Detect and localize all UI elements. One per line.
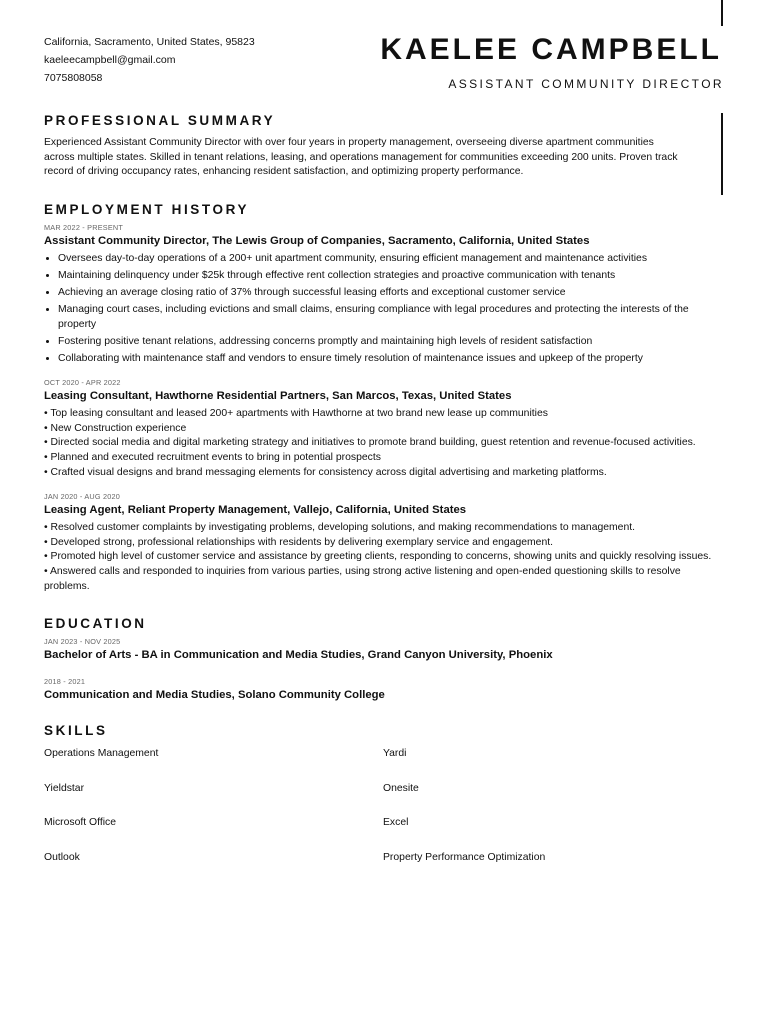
skill-item: Microsoft Office [44, 817, 116, 829]
skill-item: Outlook [44, 851, 80, 863]
job-detail-line: • Promoted high level of customer service and assistance by greeting clients, responding to concerns, showing units and quickly resolving issues. [44, 551, 712, 563]
job-bullets [44, 252, 724, 366]
job-title: Leasing Consultant, Hawthorne Residential Partners, San Marcos, Texas, United States [44, 390, 512, 403]
candidate-title: ASSISTANT COMMUNITY DIRECTOR [448, 77, 724, 91]
job-bullet: • Fostering positive tenant relations, addressing concerns promptly and maintaining high levels of resident satisfaction [58, 335, 724, 349]
job-bullet: • Achieving an average closing ratio of 37% through successful leasing efforts and exceptional customer service [58, 286, 724, 300]
skill-item: Onesite [383, 782, 419, 794]
education-heading: EDUCATION [44, 616, 147, 632]
summary-section [44, 113, 724, 180]
contact-phone: 7075808058 [44, 72, 103, 84]
skill-item: Yieldstar [44, 782, 85, 794]
job-bullet: • Collaborating with maintenance staff and vendors to ensure timely resolution of maintenance issues and upkeep of the property [58, 352, 724, 366]
education-dates: JAN 2023 - NOV 2025 [44, 637, 121, 647]
skills-section [44, 723, 724, 886]
job-detail-line: • Answered calls and responded to inquiries from various parties, using strong active listening and open-ended questioning skills to resolve problems. [44, 565, 681, 592]
contact-address: California, Sacramento, United States, 95823 [44, 36, 255, 48]
skill-item: Operations Management [44, 748, 159, 760]
employment-heading: EMPLOYMENT HISTORY [44, 201, 250, 217]
job-dates: MAR 2022 - PRESENT [44, 222, 124, 232]
job-dates: OCT 2020 - APR 2022 [44, 378, 121, 388]
job-title: Assistant Community Director, The Lewis Group of Companies, Sacramento, California, United States [44, 234, 590, 247]
candidate-name: KAELEE CAMPBELL [380, 33, 722, 66]
skills-grid [44, 748, 724, 886]
job-details [44, 407, 724, 480]
resume-body [44, 113, 724, 886]
education-title: Communication and Media Studies, Solano Community College [44, 689, 385, 702]
job-dates: JAN 2020 - AUG 2020 [44, 492, 120, 502]
job-detail-line: • Crafted visual designs and brand messaging elements for consistency across digital advertising and marketing platforms. [44, 466, 607, 478]
education-dates: 2018 - 2021 [44, 677, 86, 687]
contact-info [44, 35, 259, 85]
job-entry [44, 492, 724, 594]
job-detail-line: • Top leasing consultant and leased 200+ apartments with Hawthorne at two brand new lease up communities [44, 408, 548, 420]
education-entry [44, 677, 724, 701]
job-detail-line: • Resolved customer complaints by investigating problems, developing solutions, and making recommendations to management. [44, 522, 636, 534]
summary-text: Experienced Assistant Community Director with over four years in property management, overseeing diverse apartment communities across multiple states. Skilled in tenant relations, leasing, and operations management for communities exceeding 200 units. Proven track record of driving occupancy rates, enhancing resident satisfaction, and optimizing property performance. [44, 137, 678, 178]
job-entry [44, 378, 724, 480]
job-title: Leasing Agent, Reliant Property Management, Vallejo, California, United States [44, 504, 467, 517]
education-section [44, 616, 724, 701]
skill-item: Property Performance Optimization [383, 851, 546, 863]
skill-item: Excel [383, 817, 409, 829]
job-bullet: • Managing court cases, including evictions and small claims, ensuring compliance with legal procedures and protecting the interests of the property [58, 303, 724, 331]
summary-heading: PROFESSIONAL SUMMARY [44, 113, 276, 128]
job-entry [44, 223, 724, 366]
employment-section [44, 202, 724, 594]
skill-item: Yardi [383, 748, 407, 760]
job-bullet: • Maintaining delinquency under $25k through effective rent collection strategies and proactive communication with tenants [58, 269, 724, 283]
contact-email: kaeleecampbell@gmail.com [44, 54, 176, 66]
job-detail-line: • New Construction experience [44, 422, 187, 434]
job-detail-line: • Planned and executed recruitment events to bring in potential prospects [44, 451, 381, 463]
job-details [44, 521, 724, 594]
decorative-bar-top [721, 0, 723, 26]
education-title: Bachelor of Arts - BA in Communication and Media Studies, Grand Canyon University, Phoenix [44, 649, 553, 662]
job-detail-line: • Developed strong, professional relationships with residents by delivering exemplary service and engagement. [44, 536, 554, 548]
job-detail-line: • Directed social media and digital marketing strategy and initiatives to promote brand building, guest retention and revenue-focused activities. [44, 437, 696, 449]
education-entry [44, 637, 724, 661]
job-bullet: • Oversees day-to-day operations of a 200+ unit apartment community, ensuring efficient management and maintenance activities [58, 252, 724, 266]
skills-heading: SKILLS [44, 723, 108, 739]
